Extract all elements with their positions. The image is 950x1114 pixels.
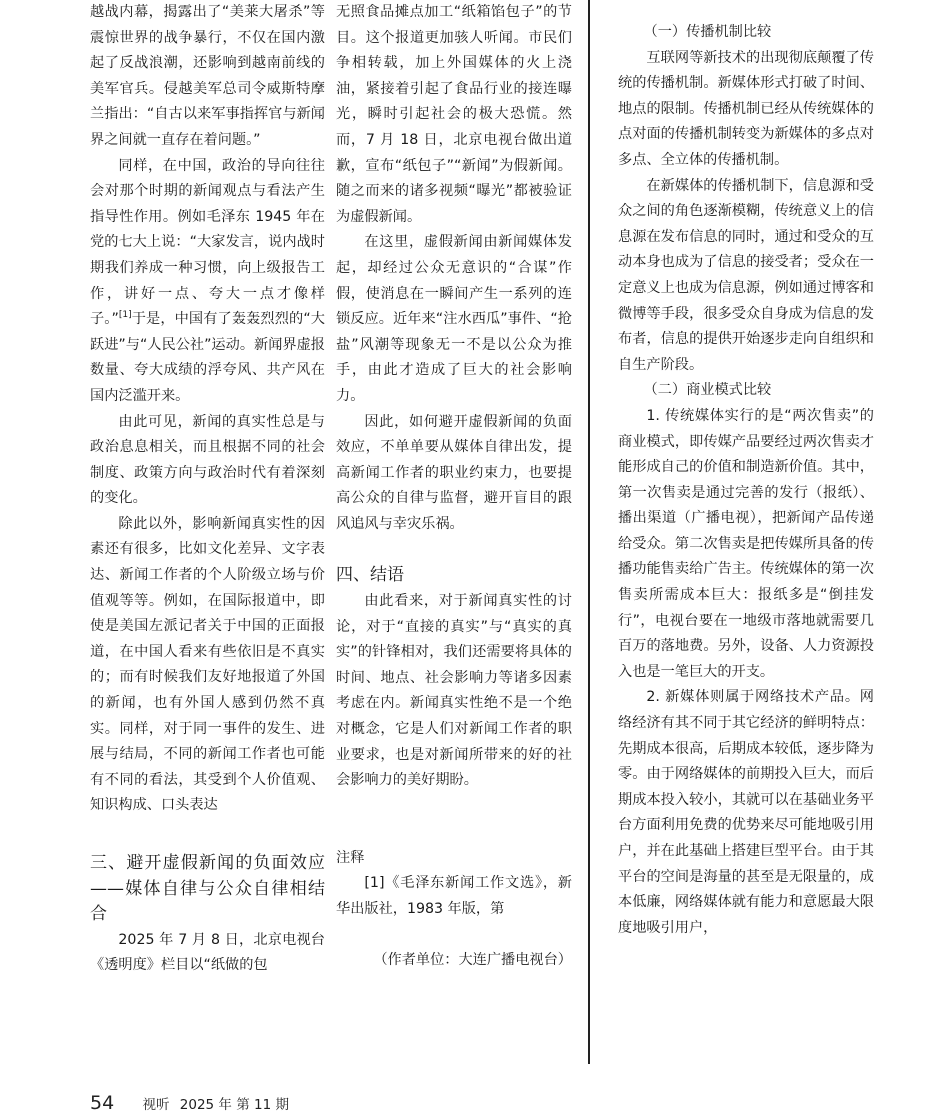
paragraph: 除此以外，影响新闻真实性的因素还有很多，比如文化差异、文字表达、新闻工作者的个人阶级立场与价值观等等。例如，在国际报道中，即使是美国左派记者关于中国的正面报道，在中国人看来有些依旧是不真实的；而有时候我们友好地报道了外国的新闻，也有外国人感到仍然不真实。同样，对于同一事件的发生、进展与结局，不同的新闻工作者也可能有不同的看法，其受到个人价值观、知识构成、口头表达 xyxy=(90,515,325,814)
footnote-ref[interactable]: [1] xyxy=(118,310,132,321)
paragraph: 由此可见，新闻的真实性总是与政治息息相关，而且根据不同的社会制度、政策方向与政治时代有着深刻的变化。 xyxy=(90,413,325,507)
paragraph: 互联网等新技术的出现彻底颠覆了传统的传播机制。新媒体形式打破了时间、地点的限制。传播机制已经从传统媒体的点对面的传播机制转变为新媒体的多点对多点、全立体的传播机制。 xyxy=(618,49,874,168)
column-right xyxy=(618,0,874,941)
author-affiliation: （作者单位：大连广播电视台） xyxy=(373,951,572,968)
paragraph: 无照食品摊点加工“纸箱馅包子”的节目。这个报道更加骇人听闻。市民们争相转载，加上外国媒体的火上浇油，紧接着引起了食品行业的接连曝光，瞬时引起社会的极大恐慌。然而，7 月 18 日，北京电视台做出道歉，宣布“纸包子”“新闻”为假新闻。随之而来的诸多视频“曝光”都被验证为虚假新闻。 xyxy=(336,4,572,225)
paragraph: 2025 年 7 月 8 日，北京电视台《透明度》栏目以“纸做的包 xyxy=(90,931,325,974)
page-number: 54 xyxy=(90,1092,115,1114)
paragraph-text: 于是，中国有了轰轰烈烈的“大跃进”与“人民公社”运动。新闻界虚报数量、夸大成绩的浮夸风、共产风在国内泛滥开来。 xyxy=(90,311,325,404)
section-heading: 四、结语 xyxy=(336,565,404,586)
section-heading: 三、避开虚假新闻的负面效应——媒体自律与公众自律相结合 xyxy=(90,853,325,925)
column-divider xyxy=(588,0,590,1064)
footnote: [1]《毛泽东新闻工作文选》，新华出版社，1983 年版，第 xyxy=(336,875,572,917)
paragraph: 由此看来，对于新闻真实性的讨论，对于“直接的真实”与“真实的真实”的针锋相对，我们还需要将具体的时间、地点、社会影响力等诸多因素考虑在内。新闻真实性绝不是一个绝对概念，它是人们对新闻工作者的职业要求，也是对新闻所带来的好的社会影响力的美好期盼。 xyxy=(336,593,572,789)
subsection-heading: （一）传播机制比较 xyxy=(643,24,772,40)
journal-issue: 2025 年 第 11 期 xyxy=(179,1097,289,1113)
subsection-heading: （二）商业模式比较 xyxy=(643,382,772,399)
paragraph xyxy=(90,154,325,410)
column-left xyxy=(90,0,325,979)
paragraph: 在这里，虚假新闻由新闻媒体发起，却经过公众无意识的“合谋”作假，使消息在一瞬间产生一系列的连锁反应。近年来“注水西瓜”事件、“抢盐”风潮等现象无一不是以公众为推手，由此才造成了巨大的社会影响力。 xyxy=(336,234,572,404)
paragraph: 2. 新媒体则属于网络技术产品。网络经济有其不同于其它经济的鲜明特点：先期成本很高，后期成本较低，逐步降为零。由于网络媒体的前期投入巨大，而后期成本投入较小，其就可以在基础业务平台方面利用免费的优势来尽可能地吸引用户，并在此基础上搭建巨型平台。由于其平台的空间是海量的甚至是无限量的，成本低廉，网络媒体就有能力和意愿最大限度地吸引用户， xyxy=(618,689,874,936)
paragraph: 在新媒体的传播机制下，信息源和受众之间的角色逐渐模糊，传统意义上的信息源在发布信息的同时，通过和受众的互动本身也成为了信息的接受者；受众在一定意义上也成为信息源，例如通过博客和微博等手段，很多受众自身成为信息的发布者，信息的提供开始逐步走向自组织和自生产阶段。 xyxy=(618,177,874,373)
page-footer xyxy=(90,1092,289,1114)
paragraph: 因此，如何避开虚假新闻的负面效应，不单单要从媒体自律出发，提高新闻工作者的职业约束力，也要提高公众的自律与监督，避开盲目的跟风追风与幸灾乐祸。 xyxy=(336,413,572,532)
paragraph: 越战内幕，揭露出了“美莱大屠杀”等震惊世界的战争暴行，不仅在国内激起了反战浪潮，还影响到越南前线的美军官兵。侵越美军总司令威斯特摩兰指出：“自古以来军事指挥官与新闻界之间就一直存在着问题。” xyxy=(90,4,325,148)
notes-title: 注释 xyxy=(336,849,365,866)
paragraph-text: 同样，在中国，政治的导向往往会对那个时期的新闻观点与看法产生指导性作用。例如毛泽东 1945 年在党的七大上说：“大家发言，说内战时期我们养成一种习惯，向上级报告工作，讲好一点、夸大一点才像样子。” xyxy=(90,157,325,328)
column-middle xyxy=(336,0,572,973)
paragraph: 1. 传统媒体实行的是“两次售卖”的商业模式，即传媒产品要经过两次售卖才能形成自己的价值和制造新价值。其中，第一次售卖是通过完善的发行（报纸）、播出渠道（广播电视），把新闻产品传递给受众。第二次售卖是把传媒所具备的传播功能售卖给广告主。传统媒体的第一次售卖所需成本巨大：报纸多是“倒挂发行”，电视台要在一地级市落地就需要几百万的落地费。另外，设备、人力资源投入也是一笔巨大的开支。 xyxy=(618,407,874,680)
journal-name: 视听 xyxy=(142,1097,170,1113)
